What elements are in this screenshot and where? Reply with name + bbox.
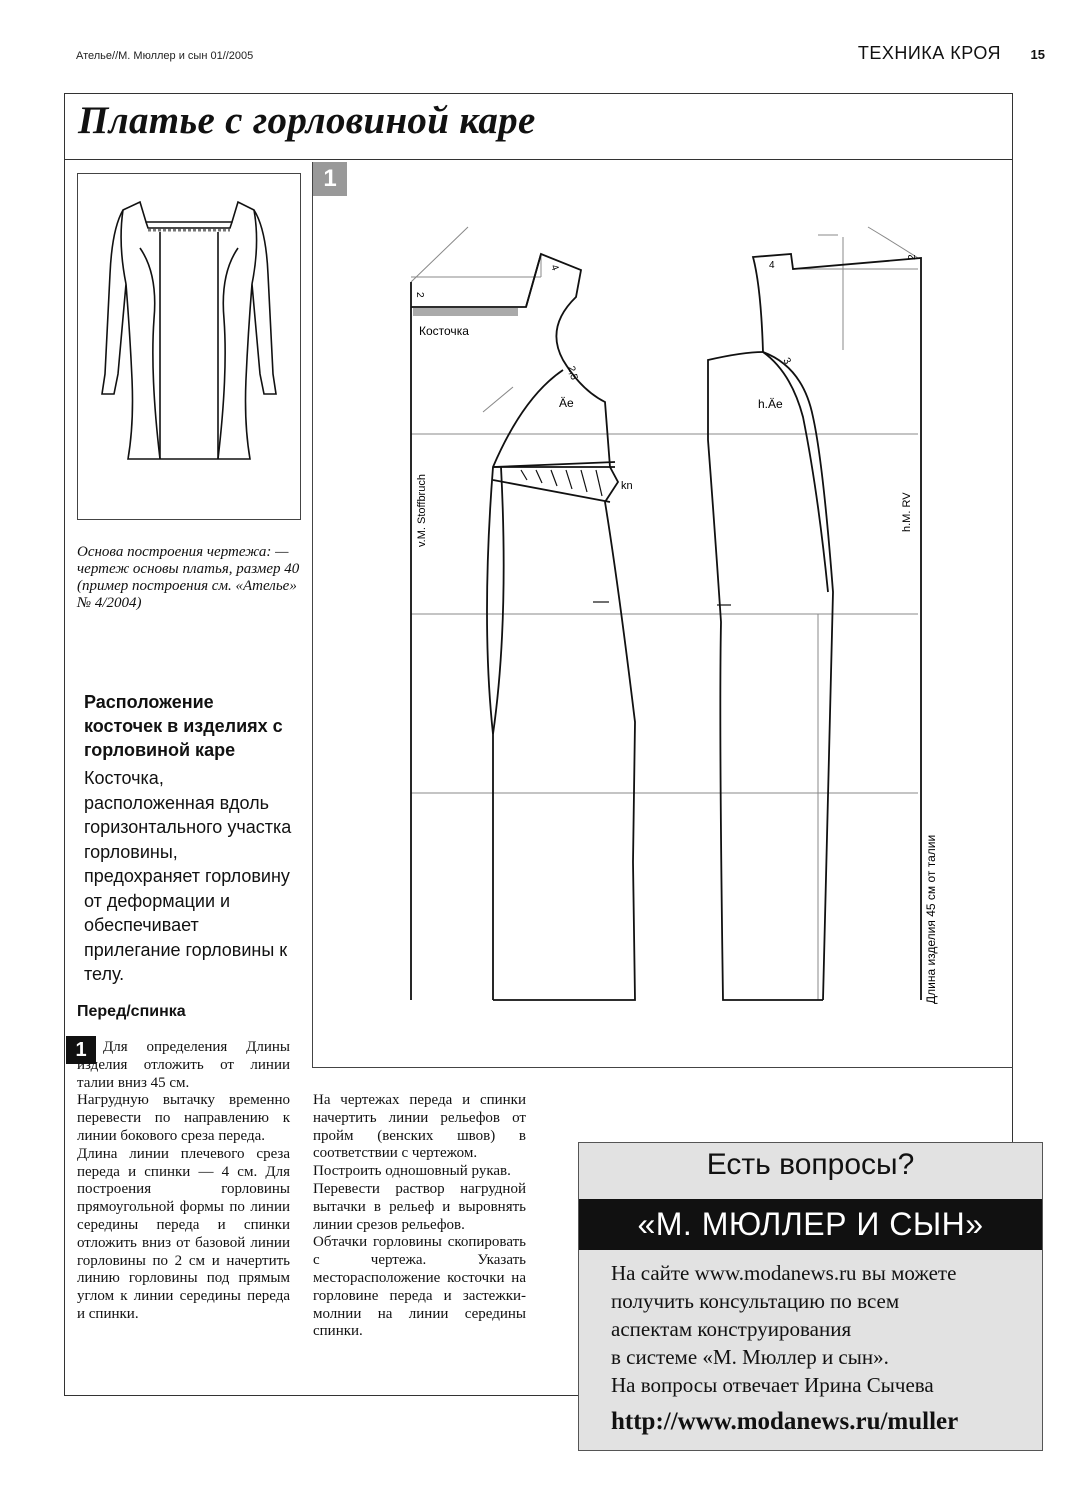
front-fold-label: v.M. Stoffbruch bbox=[416, 474, 428, 547]
pattern-drawing bbox=[313, 162, 1013, 1067]
front-neck-label: 2 bbox=[414, 292, 425, 298]
instruction-paragraph: Обтачки горловины скопировать с чертежа. Указать месторасположение косточки на горловине переда и застежки-молнии на линии середины спинки. bbox=[313, 1234, 526, 1340]
company-bar: «М. МЮЛЛЕР И СЫН» bbox=[579, 1199, 1042, 1250]
back-armhole-label: h.Äe bbox=[758, 397, 783, 411]
instruction-paragraph: Построить одношовный рукав. bbox=[313, 1163, 511, 1180]
back-neck-label: 2 bbox=[907, 254, 918, 260]
drawing-basis-caption: Основа построения чертежа: — чертеж основы платья, размер 40 (пример построения см. «Ателье» № 4/2004) bbox=[77, 544, 300, 611]
instructions-column-1 bbox=[77, 1039, 290, 1324]
bones-heading: Расположение косточек в изделиях с горловиной каре bbox=[84, 692, 283, 760]
dress-sketch bbox=[78, 174, 300, 519]
instruction-paragraph: На чертежах переда и спинки начертить линии рельефов от пройм (венских швов) в соответствии с чертежом. bbox=[313, 1092, 526, 1162]
step-number-badge: 1 bbox=[66, 1036, 96, 1064]
section-title: ТЕХНИКА КРОЯ bbox=[857, 43, 1001, 63]
questions-heading: Есть вопросы? bbox=[706, 1148, 915, 1181]
website-link[interactable]: http://www.modanews.ru/muller bbox=[611, 1408, 959, 1435]
promo-line: На сайте www.modanews.ru вы можете bbox=[611, 1261, 957, 1285]
pattern-drawing-area bbox=[312, 162, 1013, 1068]
promo-line: аспектам конструирования bbox=[611, 1317, 852, 1341]
front-armhole-label: Äe bbox=[559, 396, 574, 410]
front-back-heading: Перед/спинка bbox=[77, 1003, 186, 1020]
back-center-label: h.M. RV bbox=[901, 492, 913, 532]
instruction-paragraph: Перевести раствор нагрудной вытачки в рельеф и выровнять линии срезов рельефов. bbox=[313, 1180, 526, 1233]
instructions-column-2 bbox=[313, 1092, 526, 1341]
dress-sketch-frame bbox=[77, 173, 301, 520]
back-shoulder-label: 4 bbox=[769, 260, 775, 271]
issue-line: Ателье//М. Мюллер и сын 01//2005 bbox=[76, 50, 254, 62]
promo-line: в системе «М. Мюллер и сын». bbox=[611, 1345, 889, 1369]
page-number: 15 bbox=[1030, 47, 1045, 62]
back-armhole-mark: 3 bbox=[780, 356, 793, 367]
dart-label: kn bbox=[621, 480, 633, 492]
bone-label: Косточка bbox=[419, 324, 469, 338]
figure-number-badge: 1 bbox=[313, 162, 347, 196]
page-title: Платье с горловиной каре bbox=[78, 99, 536, 142]
front-shoulder-label: 4 bbox=[548, 263, 561, 273]
questions-text bbox=[611, 1259, 1031, 1399]
length-note: Длина изделия 45 см от талии bbox=[924, 834, 938, 1004]
instruction-paragraph: Длина линии плечевого среза переда и спинки — 4 см. Для построения горловины прямоугольной формы по линии середины переда и спинки отложить вниз от базовой линии горловины по 2 см и начертить линию горловины под прямым углом к линии середины переда и спинки. bbox=[77, 1145, 290, 1322]
front-armhole-mark: 2,5 bbox=[565, 364, 580, 382]
instruction-paragraph: Нагрудную вытачку временно перевести по направлению к линии бокового среза переда. bbox=[77, 1092, 290, 1144]
promo-line: На вопросы отвечает Ирина Сычева bbox=[611, 1373, 934, 1397]
instruction-paragraph: Для определения Длины изделия отложить от линии талии вниз 45 см. bbox=[77, 1039, 290, 1091]
bones-text: Косточка, расположенная вдоль горизонтального участка горловины, предохраняет горловину от деформации и обеспечивает прилегание горловины к телу. bbox=[84, 768, 292, 984]
promo-line: получить консультацию по всем bbox=[611, 1289, 900, 1313]
